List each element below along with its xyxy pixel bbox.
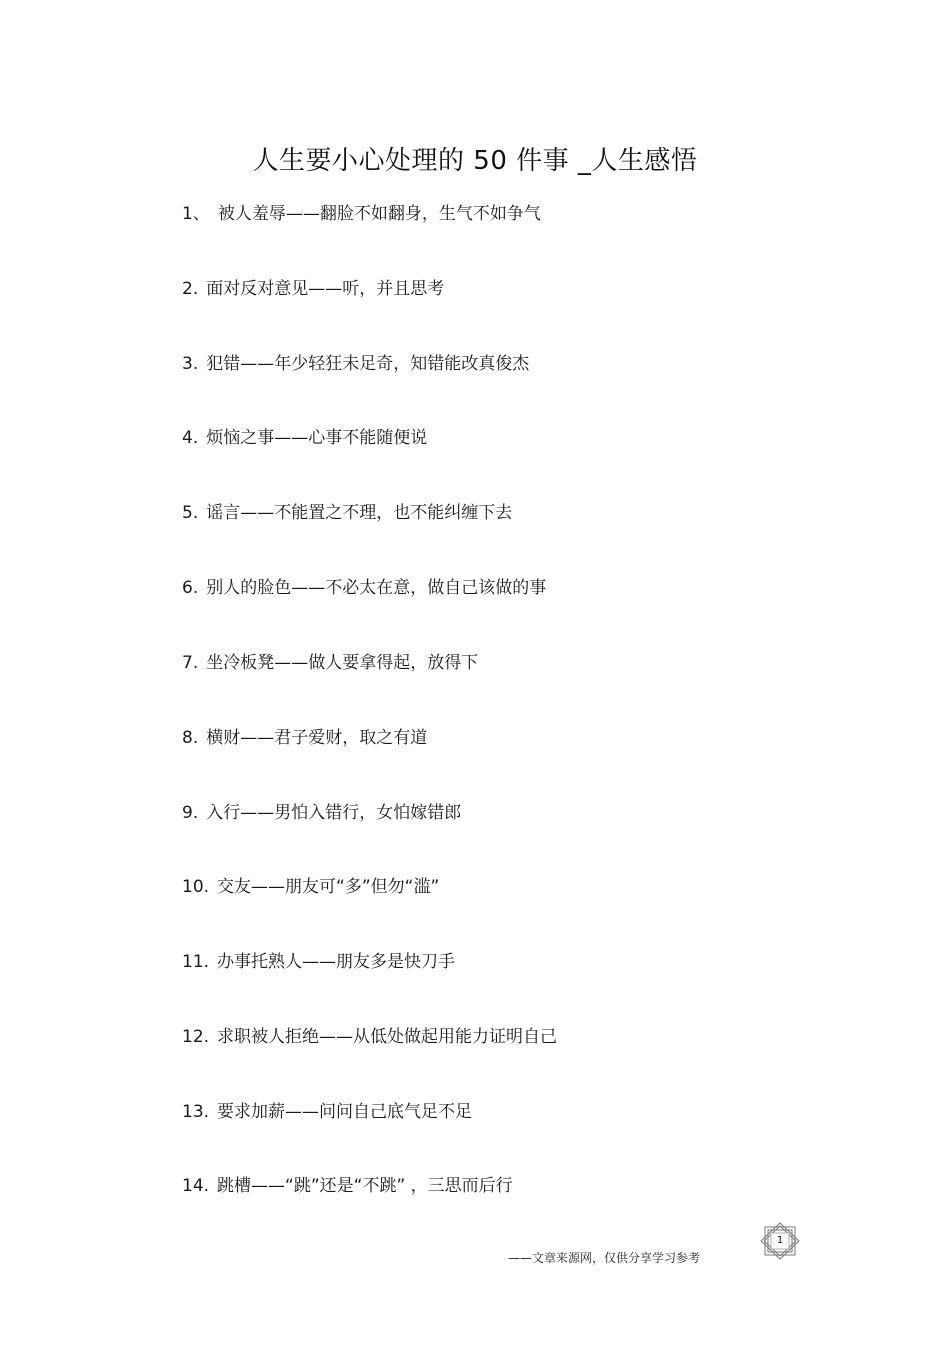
list-item: [182, 349, 529, 374]
item-text: 交友——朋友可“多”但勿“滥”: [217, 877, 440, 897]
list-item: [182, 947, 455, 972]
item-number: 2.: [182, 279, 199, 299]
item-text: 横财——君子爱财，取之有道: [206, 728, 428, 748]
item-number: 9.: [182, 803, 199, 823]
item-text: 要求加薪——问问自己底气足不足: [217, 1102, 473, 1122]
list-item: [182, 723, 427, 748]
item-number: 6.: [182, 578, 199, 598]
item-number: 10.: [182, 877, 210, 897]
item-text: 坐冷板凳——做人要拿得起，放得下: [206, 653, 479, 673]
page-title: 人生要小心处理的 50 件事 _人生感悟: [252, 146, 698, 176]
item-text: 入行——男怕入错行，女怕嫁错郎: [206, 803, 462, 823]
item-text: 求职被人拒绝——从低处做起用能力证明自己: [217, 1027, 558, 1047]
list-item: [182, 199, 541, 224]
item-number: 8.: [182, 728, 199, 748]
item-number: 1、: [182, 204, 210, 224]
item-text: 烦恼之事——心事不能随便说: [206, 428, 428, 448]
footer-source-note: ——文章来源网，仅供分享学习参考: [508, 1251, 701, 1265]
item-text: 别人的脸色——不必太在意，做自己该做的事: [206, 578, 547, 598]
list-item: [182, 274, 444, 299]
list-item: [182, 798, 461, 823]
list-item: [182, 648, 478, 673]
page-number: 1: [776, 1235, 784, 1246]
item-text: 谣言——不能置之不理，也不能纠缠下去: [206, 503, 513, 523]
item-number: 7.: [182, 653, 199, 673]
item-number: 5.: [182, 503, 199, 523]
item-text: 被人羞辱——翻脸不如翻身，生气不如争气: [217, 204, 541, 224]
item-text: 办事托熟人——朋友多是快刀手: [217, 952, 456, 972]
list-item: [182, 872, 439, 897]
list-item: [182, 1097, 472, 1122]
item-number: 13.: [182, 1102, 210, 1122]
list-item: [182, 573, 546, 598]
item-text: 犯错——年少轻狂未足奇，知错能改真俊杰: [206, 354, 530, 374]
item-number: 3.: [182, 354, 199, 374]
item-text: 跳槽——“跳”还是“不跳” ，三思而后行: [217, 1176, 513, 1196]
list-item: [182, 1171, 513, 1196]
page-number-badge: [757, 1222, 803, 1260]
item-number: 11.: [182, 952, 210, 972]
item-number: 14.: [182, 1176, 210, 1196]
item-number: 4.: [182, 428, 199, 448]
item-number: 12.: [182, 1027, 210, 1047]
list-item: [182, 423, 427, 448]
list-item: [182, 498, 512, 523]
list-item: [182, 1022, 557, 1047]
item-text: 面对反对意见——听，并且思考: [206, 279, 445, 299]
